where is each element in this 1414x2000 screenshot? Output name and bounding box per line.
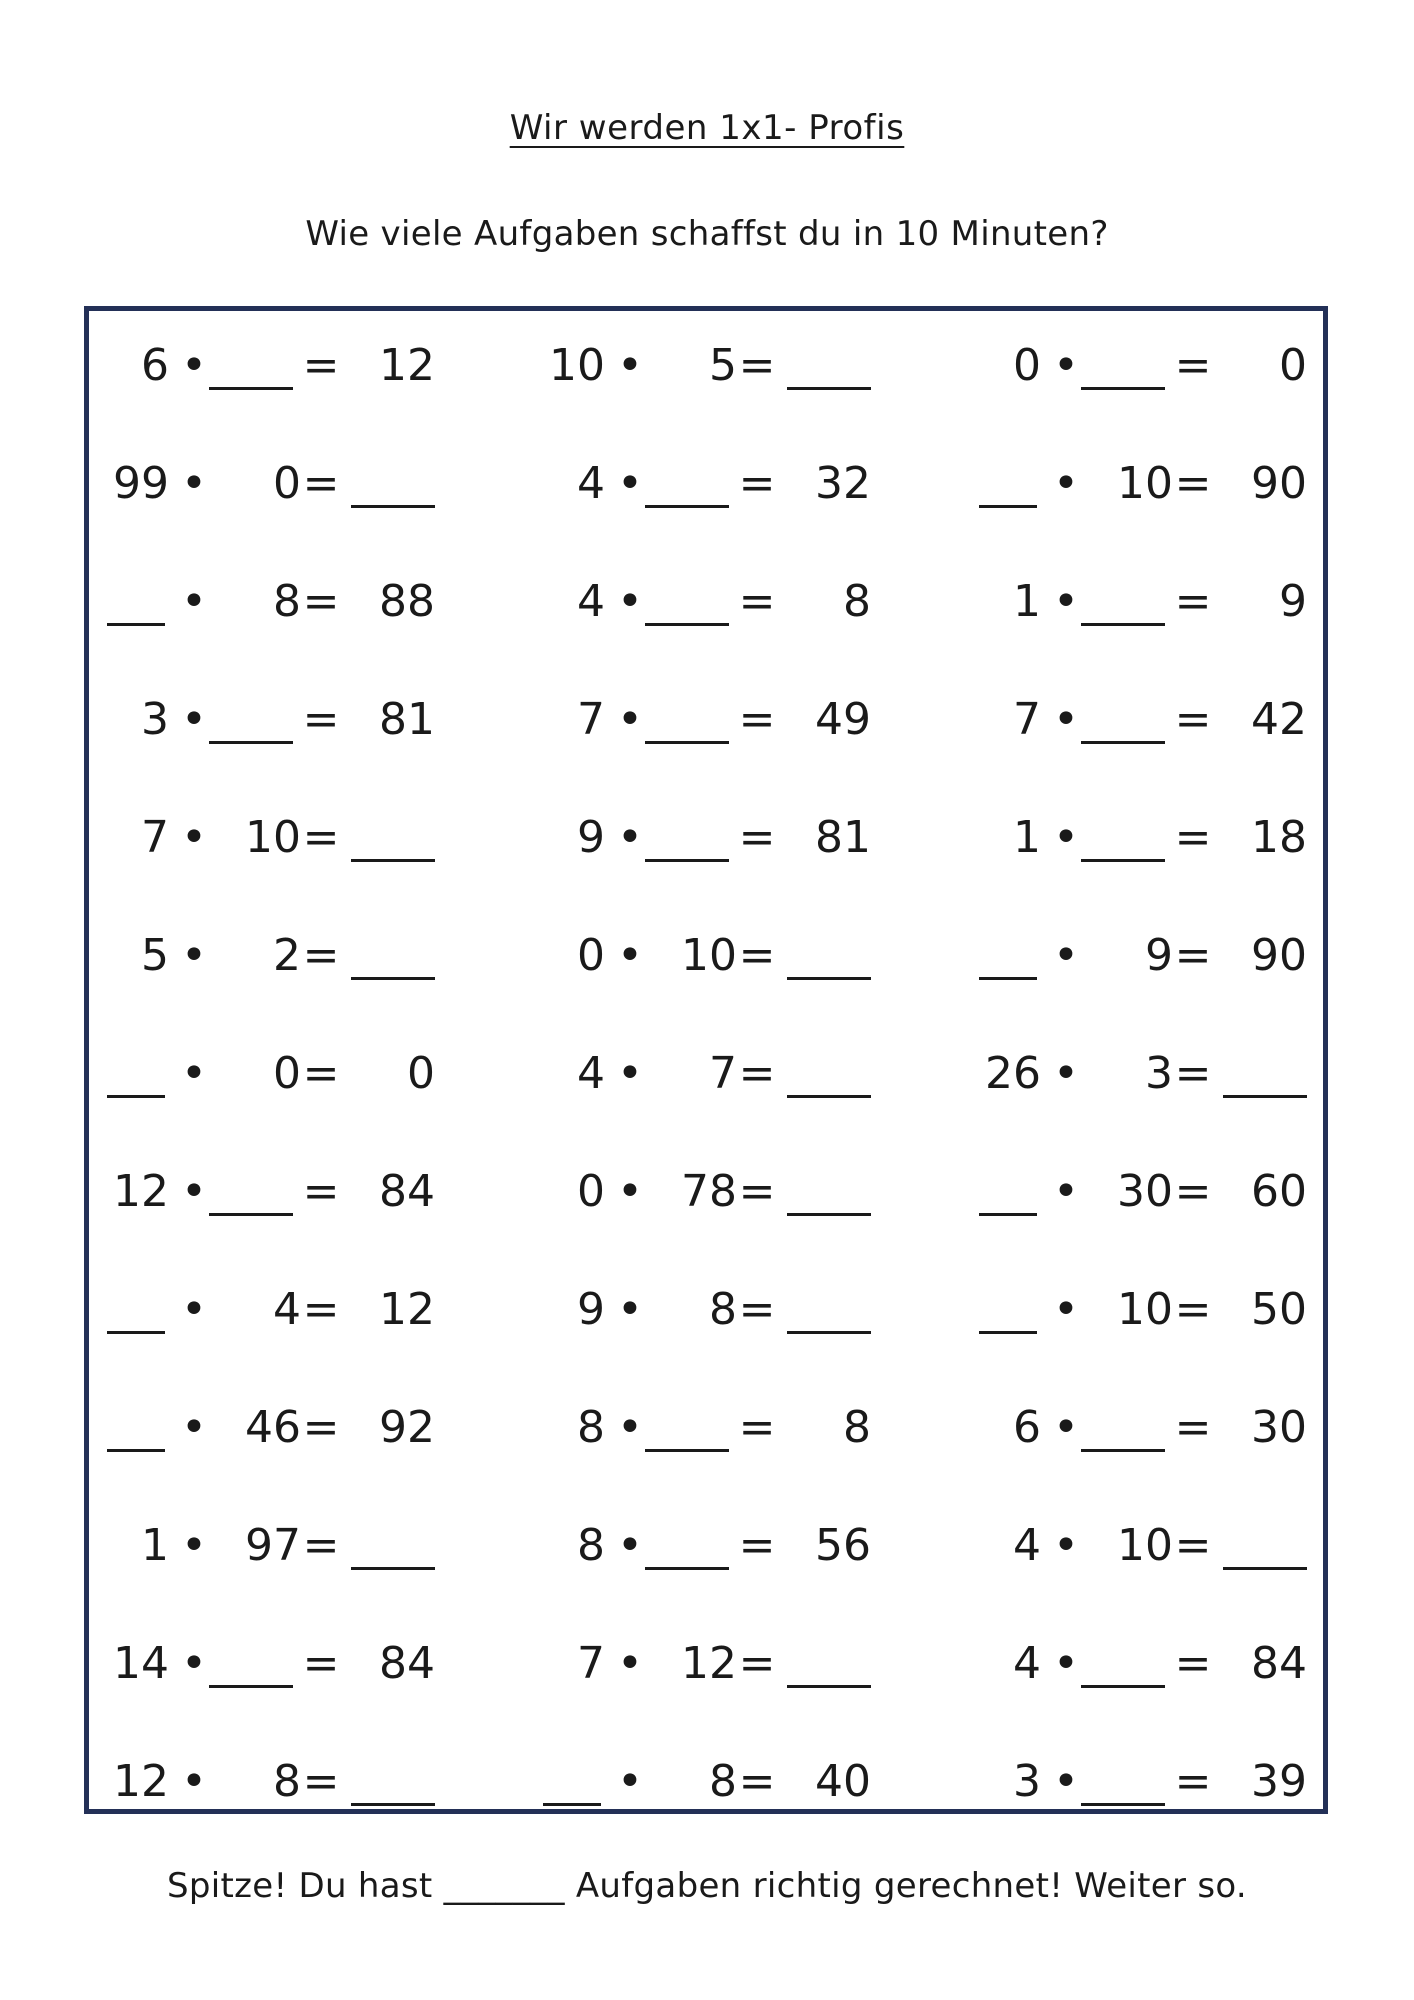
multiply-operator: • [617,1166,643,1217]
equals-sign: = [302,930,340,981]
equals-sign: = [302,812,340,863]
multiply-operator: • [181,1048,207,1099]
equals-sign: = [1174,1638,1212,1689]
answer-blank[interactable] [1081,690,1165,750]
footer-before: Spitze! Du hast [166,1866,433,1906]
product-number: 92 [379,1402,435,1453]
multiply-operator: • [181,694,207,745]
multiply-operator: • [617,1284,643,1335]
factor-number: 10 [245,812,301,863]
answer-blank[interactable] [645,1398,729,1458]
multiply-operator: • [1053,812,1079,863]
multiply-operator: • [1053,1284,1079,1335]
answer-blank[interactable] [107,1398,165,1458]
equals-sign: = [1174,576,1212,627]
equals-sign: = [1174,1756,1212,1807]
multiply-operator: • [617,1520,643,1571]
product-number: 49 [815,694,871,745]
equals-sign: = [1174,1520,1212,1571]
multiply-operator: • [1053,1402,1079,1453]
equals-sign: = [302,694,340,745]
product-number: 90 [1251,458,1307,509]
answer-blank[interactable] [787,1280,871,1340]
multiply-operator: • [617,458,643,509]
problem-row [89,336,1323,396]
product-number: 81 [379,694,435,745]
equals-sign: = [738,1756,776,1807]
product-number: 84 [379,1166,435,1217]
factor-number: 7 [709,1048,737,1099]
exercise-box [84,306,1328,1814]
problem-row [89,1162,1323,1222]
answer-blank[interactable] [979,1162,1037,1222]
factor-number: 4 [577,458,605,509]
product-number: 12 [379,1284,435,1335]
answer-blank[interactable] [107,1044,165,1104]
factor-number: 6 [1013,1402,1041,1453]
factor-number: 8 [577,1402,605,1453]
multiply-operator: • [1053,1638,1079,1689]
factor-number: 8 [577,1520,605,1571]
equals-sign: = [302,1756,340,1807]
answer-blank[interactable] [209,1162,293,1222]
factor-number: 99 [113,458,169,509]
product-number: 8 [843,1402,871,1453]
equals-sign: = [1174,930,1212,981]
factor-number: 0 [273,458,301,509]
equals-sign: = [302,1520,340,1571]
factor-number: 7 [577,694,605,745]
multiply-operator: • [1053,930,1079,981]
multiply-operator: • [181,930,207,981]
multiply-operator: • [181,458,207,509]
multiply-operator: • [617,1402,643,1453]
factor-number: 1 [141,1520,169,1571]
product-number: 32 [815,458,871,509]
multiply-operator: • [1053,694,1079,745]
factor-number: 9 [577,812,605,863]
answer-blank[interactable] [787,926,871,986]
equals-sign: = [738,576,776,627]
factor-number: 0 [577,1166,605,1217]
answer-blank[interactable] [209,336,293,396]
problem-row [89,808,1323,868]
multiply-operator: • [181,1402,207,1453]
product-number: 40 [815,1756,871,1807]
product-number: 56 [815,1520,871,1571]
factor-number: 0 [577,930,605,981]
answer-blank[interactable] [351,1752,435,1812]
problem-row [89,1634,1323,1694]
multiply-operator: • [617,812,643,863]
multiply-operator: • [181,1638,207,1689]
factor-number: 26 [985,1048,1041,1099]
equals-sign: = [1174,1166,1212,1217]
multiply-operator: • [181,1166,207,1217]
answer-blank[interactable] [1081,1752,1165,1812]
factor-number: 3 [141,694,169,745]
problem-row [89,1398,1323,1458]
factor-number: 12 [681,1638,737,1689]
product-number: 84 [379,1638,435,1689]
equals-sign: = [738,694,776,745]
factor-number: 7 [577,1638,605,1689]
factor-number: 5 [709,340,737,391]
answer-blank[interactable] [1081,1398,1165,1458]
page-subtitle: Wie viele Aufgaben schaffst du in 10 Minuten? [305,214,1109,254]
factor-number: 8 [709,1284,737,1335]
multiply-operator: • [1053,340,1079,391]
footer-after: Aufgaben richtig gerechnet! Weiter so. [575,1866,1248,1906]
answer-blank[interactable] [351,1516,435,1576]
answer-blank[interactable] [107,572,165,632]
multiply-operator: • [1053,458,1079,509]
factor-number: 12 [113,1166,169,1217]
answer-blank[interactable] [351,808,435,868]
footer-blank[interactable]: _______ [443,1866,565,1906]
problem-row [89,572,1323,632]
multiply-operator: • [1053,1166,1079,1217]
factor-number: 78 [681,1166,737,1217]
answer-blank[interactable] [107,1280,165,1340]
factor-number: 30 [1117,1166,1173,1217]
factor-number: 7 [1013,694,1041,745]
product-number: 60 [1251,1166,1307,1217]
multiply-operator: • [181,576,207,627]
equals-sign: = [1174,812,1212,863]
factor-number: 12 [113,1756,169,1807]
product-number: 84 [1251,1638,1307,1689]
factor-number: 14 [113,1638,169,1689]
factor-number: 3 [1013,1756,1041,1807]
product-number: 88 [379,576,435,627]
answer-blank[interactable] [351,454,435,514]
factor-number: 8 [273,1756,301,1807]
answer-blank[interactable] [979,1280,1037,1340]
equals-sign: = [1174,694,1212,745]
factor-number: 4 [1013,1638,1041,1689]
answer-blank[interactable] [979,454,1037,514]
factor-number: 4 [273,1284,301,1335]
equals-sign: = [738,1402,776,1453]
answer-blank[interactable] [645,1516,729,1576]
multiply-operator: • [617,930,643,981]
factor-number: 0 [273,1048,301,1099]
multiply-operator: • [617,1638,643,1689]
answer-blank[interactable] [543,1752,601,1812]
equals-sign: = [738,1166,776,1217]
multiply-operator: • [617,340,643,391]
product-number: 42 [1251,694,1307,745]
multiply-operator: • [181,1284,207,1335]
product-number: 30 [1251,1402,1307,1453]
answer-blank[interactable] [645,690,729,750]
product-number: 12 [379,340,435,391]
answer-blank[interactable] [787,1044,871,1104]
factor-number: 4 [1013,1520,1041,1571]
answer-blank[interactable] [645,454,729,514]
equals-sign: = [1174,1048,1212,1099]
factor-number: 4 [577,1048,605,1099]
answer-blank[interactable] [1081,1634,1165,1694]
equals-sign: = [738,930,776,981]
factor-number: 10 [681,930,737,981]
problem-row [89,1044,1323,1104]
answer-blank[interactable] [787,1634,871,1694]
factor-number: 1 [1013,576,1041,627]
footer-text [0,1866,1414,1906]
product-number: 50 [1251,1284,1307,1335]
equals-sign: = [302,340,340,391]
problem-row [89,1516,1323,1576]
product-number: 0 [1279,340,1307,391]
answer-blank[interactable] [645,808,729,868]
factor-number: 8 [709,1756,737,1807]
answer-blank[interactable] [1223,1044,1307,1104]
factor-number: 46 [245,1402,301,1453]
multiply-operator: • [617,576,643,627]
answer-blank[interactable] [645,572,729,632]
answer-blank[interactable] [1081,572,1165,632]
factor-number: 10 [1117,1284,1173,1335]
multiply-operator: • [1053,1520,1079,1571]
factor-number: 2 [273,930,301,981]
multiply-operator: • [1053,576,1079,627]
factor-number: 9 [577,1284,605,1335]
problem-row [89,1280,1323,1340]
answer-blank[interactable] [979,926,1037,986]
multiply-operator: • [1053,1048,1079,1099]
product-number: 9 [1279,576,1307,627]
equals-sign: = [738,1520,776,1571]
multiply-operator: • [181,812,207,863]
multiply-operator: • [617,694,643,745]
equals-sign: = [738,1284,776,1335]
equals-sign: = [302,1048,340,1099]
equals-sign: = [302,458,340,509]
equals-sign: = [738,1638,776,1689]
answer-blank[interactable] [1081,808,1165,868]
multiply-operator: • [181,1520,207,1571]
multiply-operator: • [181,1756,207,1807]
product-number: 90 [1251,930,1307,981]
product-number: 81 [815,812,871,863]
equals-sign: = [738,812,776,863]
product-number: 18 [1251,812,1307,863]
equals-sign: = [302,576,340,627]
factor-number: 10 [1117,458,1173,509]
factor-number: 1 [1013,812,1041,863]
equals-sign: = [1174,458,1212,509]
answer-blank[interactable] [209,1634,293,1694]
product-number: 0 [407,1048,435,1099]
factor-number: 97 [245,1520,301,1571]
product-number: 8 [843,576,871,627]
answer-blank[interactable] [787,1162,871,1222]
problem-row [89,926,1323,986]
problem-row [89,1752,1323,1812]
equals-sign: = [302,1638,340,1689]
factor-number: 9 [1145,930,1173,981]
product-number: 39 [1251,1756,1307,1807]
equals-sign: = [302,1402,340,1453]
factor-number: 6 [141,340,169,391]
problem-row [89,454,1323,514]
multiply-operator: • [1053,1756,1079,1807]
multiply-operator: • [617,1048,643,1099]
factor-number: 3 [1145,1048,1173,1099]
factor-number: 7 [141,812,169,863]
factor-number: 5 [141,930,169,981]
answer-blank[interactable] [351,926,435,986]
factor-number: 4 [577,576,605,627]
equals-sign: = [1174,340,1212,391]
factor-number: 8 [273,576,301,627]
factor-number: 10 [549,340,605,391]
factor-number: 10 [1117,1520,1173,1571]
equals-sign: = [1174,1284,1212,1335]
factor-number: 0 [1013,340,1041,391]
equals-sign: = [302,1166,340,1217]
multiply-operator: • [181,340,207,391]
multiply-operator: • [617,1756,643,1807]
equals-sign: = [1174,1402,1212,1453]
problem-row [89,690,1323,750]
equals-sign: = [738,458,776,509]
equals-sign: = [738,1048,776,1099]
page-title: Wir werden 1x1- Profis [509,108,905,148]
equals-sign: = [738,340,776,391]
answer-blank[interactable] [787,336,871,396]
answer-blank[interactable] [209,690,293,750]
equals-sign: = [302,1284,340,1335]
answer-blank[interactable] [1081,336,1165,396]
answer-blank[interactable] [1223,1516,1307,1576]
